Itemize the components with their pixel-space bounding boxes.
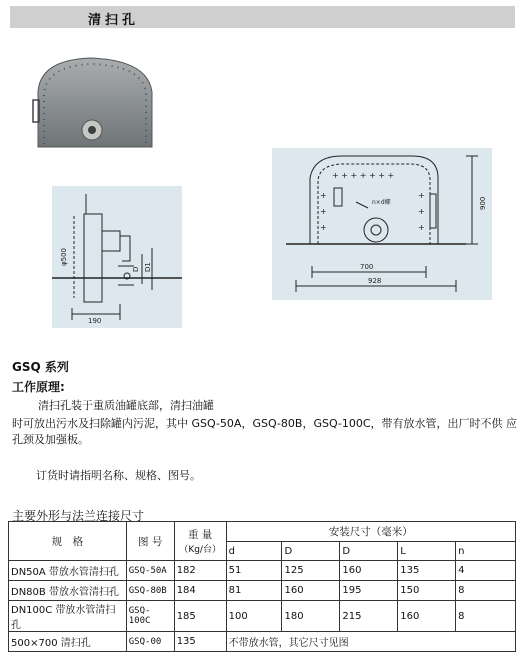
subheader-L: L: [398, 542, 456, 561]
page-title: 清扫孔: [88, 13, 140, 28]
svg-text:+: +: [320, 223, 327, 232]
table-row: DN100C 带放水管清扫孔 GSQ-100C 185 100 180 215 160 8: [9, 601, 516, 632]
spec-table: [8, 521, 516, 652]
description-line-1: 清扫孔装于重质油罐底部，清扫油罐: [38, 399, 214, 412]
product-photo: [30, 52, 160, 150]
dim-phi500: φ500: [60, 248, 68, 266]
svg-text:+: +: [418, 207, 425, 216]
svg-text:+: +: [320, 191, 327, 200]
subheader-D: D: [282, 542, 340, 561]
header-install: 安装尺寸（毫米）: [226, 522, 515, 542]
subheader-D1: D: [340, 542, 398, 561]
dim-nxd: n×d螺: [372, 199, 391, 206]
table-title: 主要外形与法兰连接尺寸: [12, 509, 145, 523]
side-view-drawing: [52, 186, 182, 328]
order-note: 订货时请指明名称、规格、图号。: [36, 469, 201, 482]
table-row: DN50A 带放水管清扫孔 GSQ-50A 182 51 125 160 135 4: [9, 561, 516, 581]
front-view-drawing: [272, 148, 492, 300]
subheader-n: n: [456, 542, 516, 561]
header-weight: 重 量 （Kg/台）: [174, 522, 226, 561]
svg-text:+: +: [320, 207, 327, 216]
dim-190: 190: [88, 317, 102, 325]
table-row: 500×700 清扫孔 GSQ-00 135 不带放水管，其它尺寸见图: [9, 632, 516, 652]
svg-text:+: +: [418, 191, 425, 200]
dim-d1: D1: [144, 262, 152, 272]
header-bar: [10, 6, 515, 28]
dim-d: D: [132, 266, 140, 272]
dim-900: 900: [479, 196, 487, 210]
subheader-d: d: [226, 542, 282, 561]
dim-700: 700: [360, 263, 374, 271]
description-line-2: 时可放出污水及扫除罐内污泥，其中 GSQ-50A，GSQ-80B，GSQ-100C，带有放水管，出厂时不供 应孔颈及加强板。: [12, 417, 518, 446]
header-spec: 规 格: [9, 522, 127, 561]
svg-text:+: +: [418, 223, 425, 232]
dim-928: 928: [368, 277, 382, 285]
header-figure-no: 图 号: [126, 522, 174, 561]
table-row: DN80B 带放水管清扫孔 GSQ-80B 184 81 160 195 150 8: [9, 581, 516, 601]
principle-heading: 工作原理:: [12, 380, 65, 394]
svg-text:+ + + + + + +: + + + + + + +: [332, 171, 395, 180]
series-heading: GSQ 系列: [12, 360, 69, 374]
